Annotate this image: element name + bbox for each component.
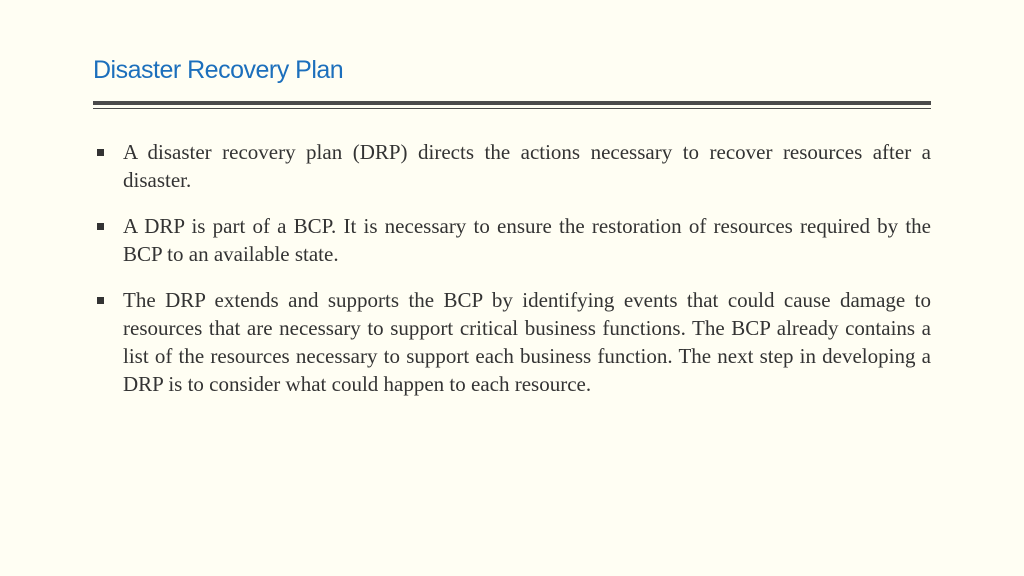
bullet-text: The DRP extends and supports the BCP by identifying events that could cause damage to resources that are necessary to support critical business functions. The BCP already contains a list of the resources necessary to support each business function. The next step in developing a DRP is to consider what could happen to each resource. bbox=[123, 288, 931, 396]
bullet-text: A disaster recovery plan (DRP) directs the actions necessary to recover resources after a disaster. bbox=[123, 140, 931, 192]
slide-title: Disaster Recovery Plan bbox=[93, 56, 344, 84]
bullet-text: A DRP is part of a BCP. It is necessary to ensure the restoration of resources required by the BCP to an available state. bbox=[123, 214, 931, 266]
square-bullet-icon bbox=[97, 149, 104, 156]
bullet-item bbox=[93, 286, 931, 398]
bullet-item bbox=[93, 212, 931, 268]
title-divider-thin bbox=[93, 108, 931, 109]
square-bullet-icon bbox=[97, 223, 104, 230]
square-bullet-icon bbox=[97, 297, 104, 304]
bullet-item bbox=[93, 138, 931, 194]
bullet-list bbox=[93, 138, 931, 416]
title-divider-thick bbox=[93, 101, 931, 105]
